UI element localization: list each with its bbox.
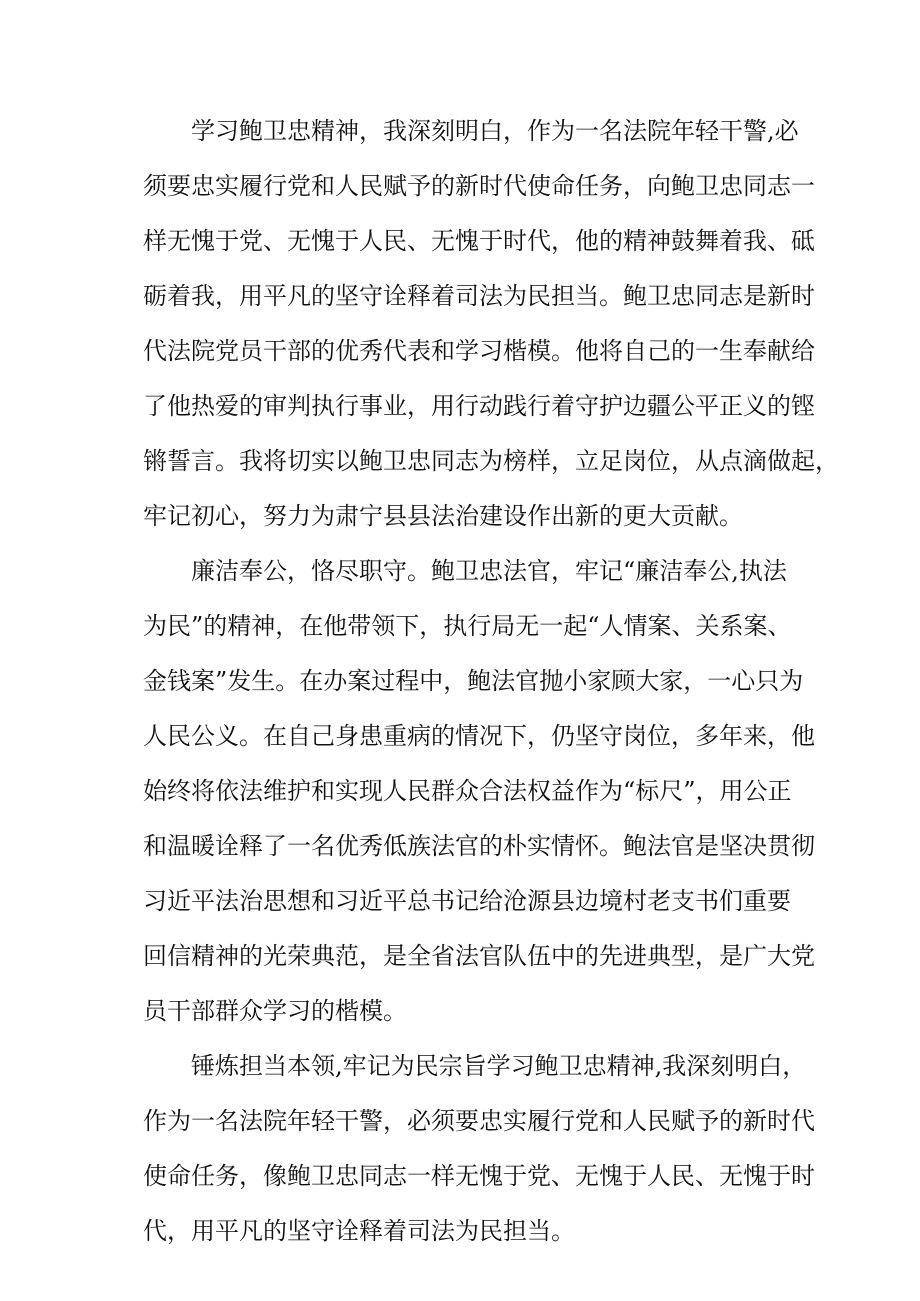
- paragraph-line: 代法院党员干部的优秀代表和学习楷模。他将自己的一生奉献给: [143, 337, 815, 365]
- paragraph-line: 锵誓言。我将切实以鲍卫忠同志为榜样，立足岗位，从点滴做起，: [143, 447, 839, 475]
- paragraph-line: 砺着我，用平凡的坚守诠释着司法为民担当。鲍卫忠同志是新时: [143, 282, 815, 310]
- paragraph-line: 始终将依法维护和实现人民群众合法权益作为“标尺”，用公正: [143, 777, 792, 805]
- paragraph-line: 锤炼担当本领,牢记为民宗旨学习鲍卫忠精神,我深刻明白，: [191, 1052, 807, 1080]
- paragraph-line: 金钱案”发生。在办案过程中，鲍法官抛小家顾大家，一心只为: [143, 667, 804, 695]
- paragraph-2: [143, 544, 815, 1039]
- paragraph-line: 学习鲍卫忠精神，我深刻明白，作为一名法院年轻干警,必: [191, 117, 799, 145]
- paragraph-line: 和温暖诠释了一名优秀低族法官的朴实情怀。鲍法官是坚决贯彻: [143, 832, 815, 860]
- paragraph-line: 回信精神的光荣典范，是全省法官队伍中的先进典型，是广大党: [143, 942, 815, 970]
- paragraph-line: 人民公义。在自己身患重病的情况下，仍坚守岗位，多年来，他: [143, 722, 815, 750]
- paragraph-line: 员干部群众学习的楷模。: [143, 997, 407, 1025]
- paragraph-line: 牢记初心，努力为肃宁县县法治建设作出新的更大贡献。: [143, 502, 743, 530]
- paragraph-line: 廉洁奉公，恪尽职守。鲍卫忠法官，牢记“廉洁奉公,执法: [191, 557, 787, 585]
- document-body: [143, 104, 839, 1259]
- paragraph-line: 使命任务，像鲍卫忠同志一样无愧于党、无愧于人民、无愧于时: [143, 1162, 815, 1190]
- paragraph-line: 样无愧于党、无愧于人民、无愧于时代，他的精神鼓舞着我、砥: [143, 227, 815, 255]
- paragraph-line: 了他热爱的审判执行事业，用行动践行着守护边疆公平正义的铿: [143, 392, 815, 420]
- paragraph-line: 作为一名法院年轻干警，必须要忠实履行党和人民赋予的新时代: [143, 1107, 815, 1135]
- paragraph-line: 须要忠实履行党和人民赋予的新时代使命任务，向鲍卫忠同志一: [143, 172, 815, 200]
- paragraph-3: [143, 1039, 815, 1259]
- paragraph-line: 代，用平凡的坚守诠释着司法为民担当。: [143, 1217, 575, 1245]
- paragraph-1: [143, 104, 839, 544]
- paragraph-line: 习近平法治思想和习近平总书记给沧源县边境村老支书们重要: [143, 887, 791, 915]
- paragraph-line: 为民”的精神，在他带领下，执行局无一起“人情案、关系案、: [143, 612, 792, 640]
